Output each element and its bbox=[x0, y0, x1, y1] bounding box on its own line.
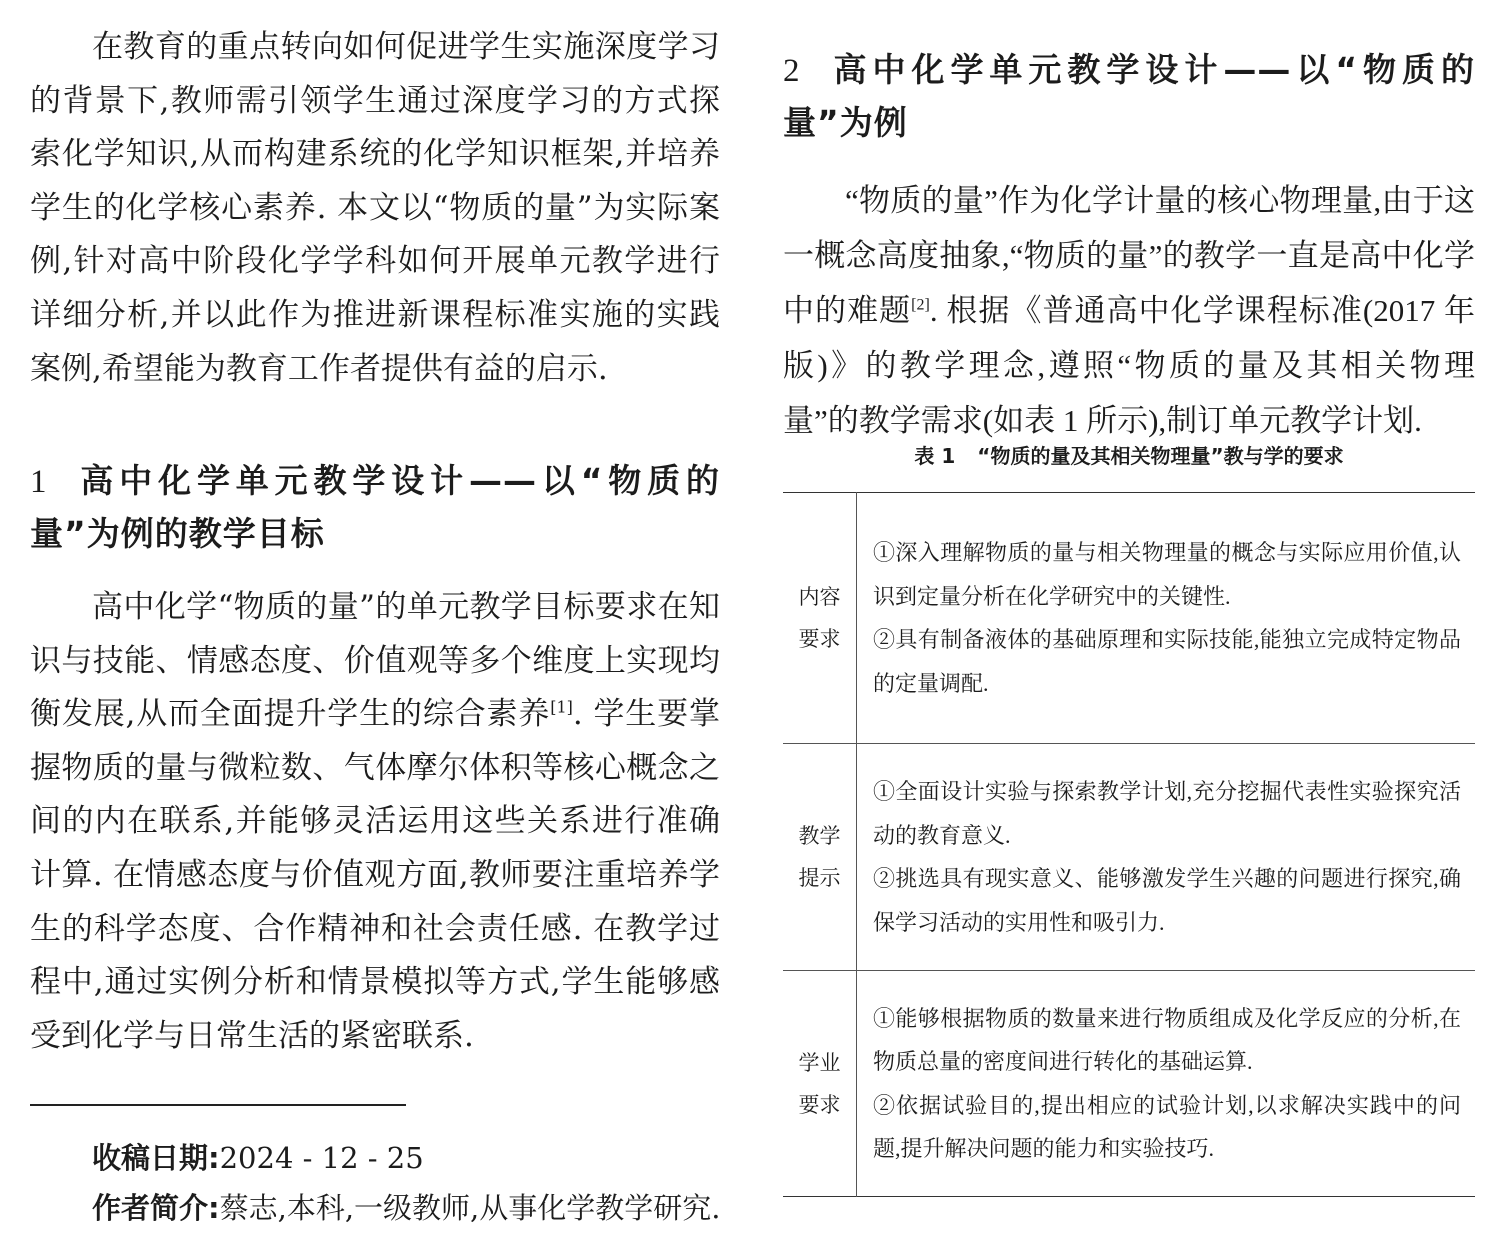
row-item: ②具有制备液体的基础原理和实际技能,能独立完成特定物品的定量调配. bbox=[873, 627, 1461, 696]
table-row bbox=[783, 744, 1475, 971]
row-label-line: 提示 bbox=[798, 866, 841, 890]
section-2-text-b: . 根据《普通高中化学课程标准(2017 年版)》的教学理念,遵照“物质的量及其相关物理量”的教学需求(如表 1 所示),制订单元教学计划. bbox=[783, 293, 1476, 438]
section-1-text-a: 高中化学“物质的量”的单元教学目标要求在知识与技能、情感态度、价值观等多个维度上实现均衡发展,从而全面提升学生的综合素养 bbox=[30, 589, 720, 733]
table-row bbox=[783, 971, 1475, 1197]
row-label-line: 要求 bbox=[798, 627, 841, 651]
received-date-label: 收稿日期: bbox=[92, 1141, 220, 1175]
citation-ref-1: [1] bbox=[550, 697, 573, 717]
section-2-title: 高中化学单元教学设计——以“物质的量”为例 bbox=[783, 50, 1475, 142]
row-label bbox=[783, 971, 857, 1197]
intro-paragraph: 在教育的重点转向如何促进学生实施深度学习的背景下,教师需引领学生通过深度学习的方式探索化学知识,从而构建系统的化学知识框架,并培养学生的化学核心素养. 本文以“物质的量”为实际案例,针对高中阶段化学学科如何开展单元教学进行详细分析,并以此作为推进新课程标准实施的实践案例,希望能为教育工作者提供有益的启示. bbox=[30, 29, 720, 387]
section-1-heading bbox=[30, 455, 720, 560]
section-2-heading bbox=[783, 44, 1475, 149]
row-label-line: 教学 bbox=[798, 824, 841, 848]
citation-ref-2: [2] bbox=[911, 296, 930, 314]
row-item: ①能够根据物质的数量来进行物质组成及化学反应的分析,在物质总量的密度间进行转化的基础运算. bbox=[873, 1005, 1461, 1074]
row-label bbox=[783, 493, 857, 744]
row-content bbox=[857, 971, 1476, 1197]
row-item: ②挑选具有现实意义、能够激发学生兴趣的问题进行探究,确保学习活动的实用性和吸引力. bbox=[873, 866, 1461, 935]
section-1-number: 1 bbox=[30, 464, 48, 500]
row-label-line: 要求 bbox=[798, 1092, 841, 1117]
row-label-line: 内容 bbox=[798, 585, 841, 609]
received-date-note bbox=[92, 1138, 424, 1178]
section-2-paragraph bbox=[783, 173, 1475, 448]
author-bio-note bbox=[92, 1188, 720, 1228]
table-row bbox=[783, 493, 1475, 744]
table-caption bbox=[783, 440, 1475, 469]
footnote-divider bbox=[30, 1104, 406, 1106]
author-bio-value: 蔡志,本科,一级教师,从事化学教学研究. bbox=[219, 1191, 721, 1225]
row-label-line: 学业 bbox=[798, 1050, 841, 1075]
requirements-table bbox=[783, 492, 1475, 1197]
row-item: ①全面设计实验与探索教学计划,充分挖掘代表性实验探究活动的教育意义. bbox=[873, 779, 1461, 848]
row-item: ②依据试验目的,提出相应的试验计划,以求解决实践中的问题,提升解决问题的能力和实验技巧. bbox=[873, 1092, 1461, 1161]
row-content bbox=[857, 744, 1476, 971]
table-title: “物质的量及其相关物理量”教与学的要求 bbox=[977, 444, 1344, 468]
row-content bbox=[857, 493, 1476, 744]
section-1-paragraph bbox=[30, 581, 720, 1063]
section-2-text-a: “物质的量”作为化学计量的核心物理量,由于这一概念高度抽象,“物质的量”的教学一直是高中化学中的难题 bbox=[783, 183, 1475, 328]
received-date-value: 2024 - 12 - 25 bbox=[219, 1141, 424, 1175]
table-number: 表 1 bbox=[914, 444, 956, 468]
section-2-number: 2 bbox=[783, 53, 801, 89]
row-label bbox=[783, 744, 857, 971]
section-1-text-b: . 学生要掌握物质的量与微粒数、气体摩尔体积等核心概念之间的内在联系,并能够灵活运用这些关系进行准确计算. 在情感态度与价值观方面,教师要注重培养学生的科学态度、合作精神和社会责任感. 在教学过程中,通过实例分析和情景模拟等方式,学生能够感受到化学与日常生活的紧密联系. bbox=[30, 696, 720, 1054]
author-bio-label: 作者简介: bbox=[92, 1191, 220, 1225]
section-1-title: 高中化学单元教学设计——以“物质的量”为例的教学目标 bbox=[30, 461, 720, 553]
row-item: ①深入理解物质的量与相关物理量的概念与实际应用价值,认识到定量分析在化学研究中的关键性. bbox=[873, 540, 1461, 609]
